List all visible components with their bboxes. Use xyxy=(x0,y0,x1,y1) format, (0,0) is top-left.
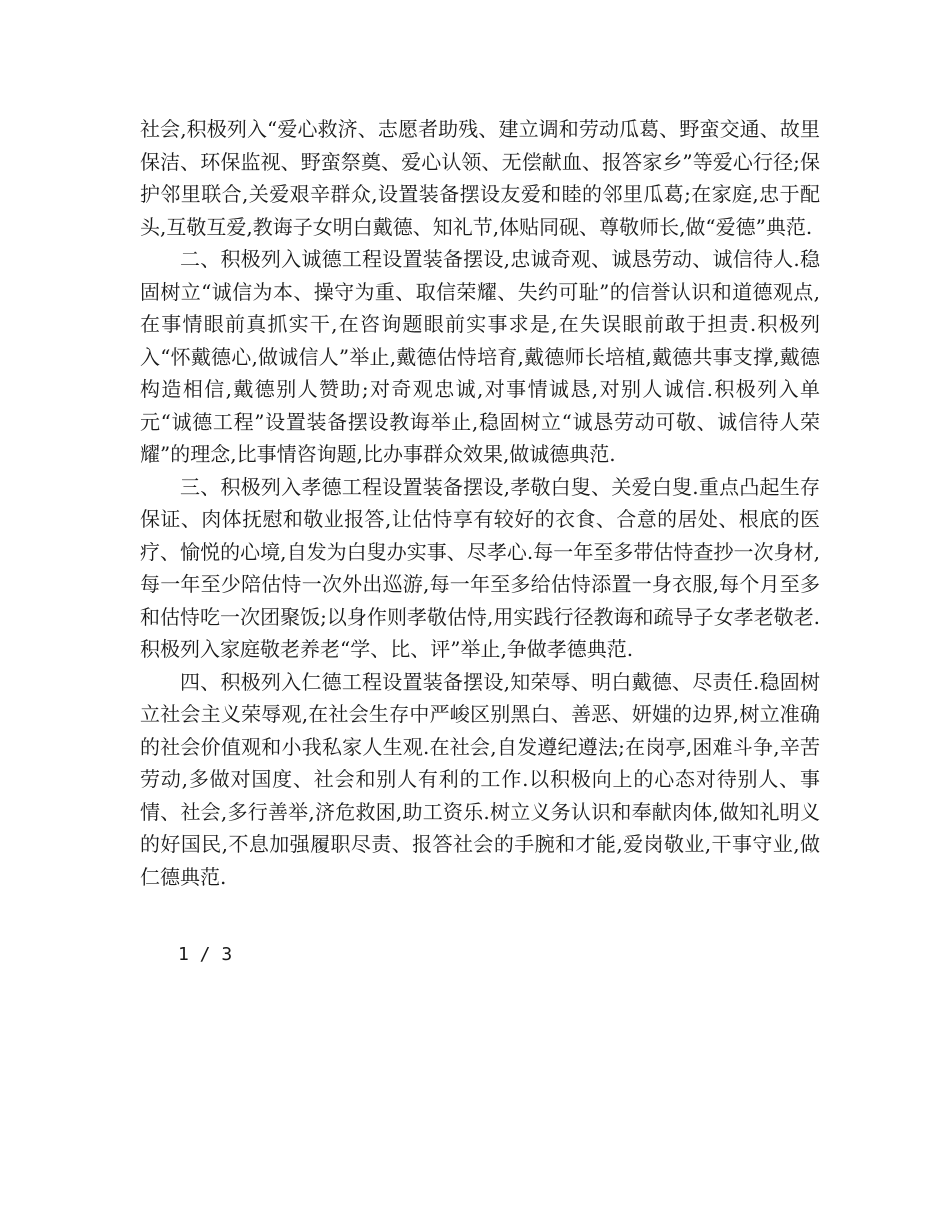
paragraph-ren-de: 四、积极列入仁德工程设置装备摆设,知荣辱、明白戴德、尽责任.稳固树立社会主义荣辱观,在社会生存中严峻区别黑白、善恶、妍媸的边界,树立准确的社会价值观和小我私家人生观.在社会,自发遵纪遵法;在岗亭,困难斗争,辛苦劳动,多做对国度、社会和别人有利的工作.以积极向上的心态对待别人、事情、社会,多行善举,济危救困,助工资乐.树立义务认识和奉献肉体,做知礼明义的好国民,不息加强履职尽责、报答社会的手腕和才能,爱岗敬业,干事守业,做仁德典范. xyxy=(140,669,820,889)
document-body xyxy=(140,113,820,893)
page-number: 1 / 3 xyxy=(178,944,233,965)
paragraph-continuation: 社会,积极列入“爱心救济、志愿者助残、建立调和劳动瓜葛、野蛮交通、故里保洁、环保监视、野蛮祭奠、爱心认领、无偿献血、报答家乡”等爱心行径;保护邻里联合,关爱艰辛群众,设置装备摆设友爱和睦的邻里瓜葛;在家庭,忠于配头,互敬互爱,教诲子女明白戴德、知礼节,体贴同砚、尊敬师长,做“爱德”典范. xyxy=(140,117,820,239)
paragraph-cheng-de: 二、积极列入诚德工程设置装备摆设,忠诚奇观、诚恳劳动、诚信待人.稳固树立“诚信为本、操守为重、取信荣耀、失约可耻”的信誉认识和道德观点,在事情眼前真抓实干,在咨询题眼前实事求是,在失误眼前敢于担责.积极列入“怀戴德心,做诚信人”举止,戴德估恃培育,戴德师长培植,戴德共事支撑,戴德构造相信,戴德别人赞助;对奇观忠诚,对事情诚恳,对别人诚信.积极列入单元“诚德工程”设置装备摆设教诲举止,稳固树立“诚恳劳动可敬、诚信待人荣耀”的理念,比事情咨询题,比办事群众效果,做诚德典范. xyxy=(140,247,820,466)
paragraph-xiao-de: 三、积极列入孝德工程设置装备摆设,孝敬白叟、关爱白叟.重点凸起生存保证、肉体抚慰和敬业报答,让估恃享有较好的衣食、合意的居处、根底的医疗、愉悦的心境,自发为白叟办实事、尽孝心.每一年至多带估恃查抄一次身材,每一年至少陪估恃一次外出巡游,每一年至多给估恃添置一身衣服,每个月至多和估恃吃一次团聚饭;以身作则孝敬估恃,用实践行径教诲和疏导子女孝老敬老.积极列入家庭敬老养老“学、比、评”举止,争做孝德典范. xyxy=(140,474,820,661)
